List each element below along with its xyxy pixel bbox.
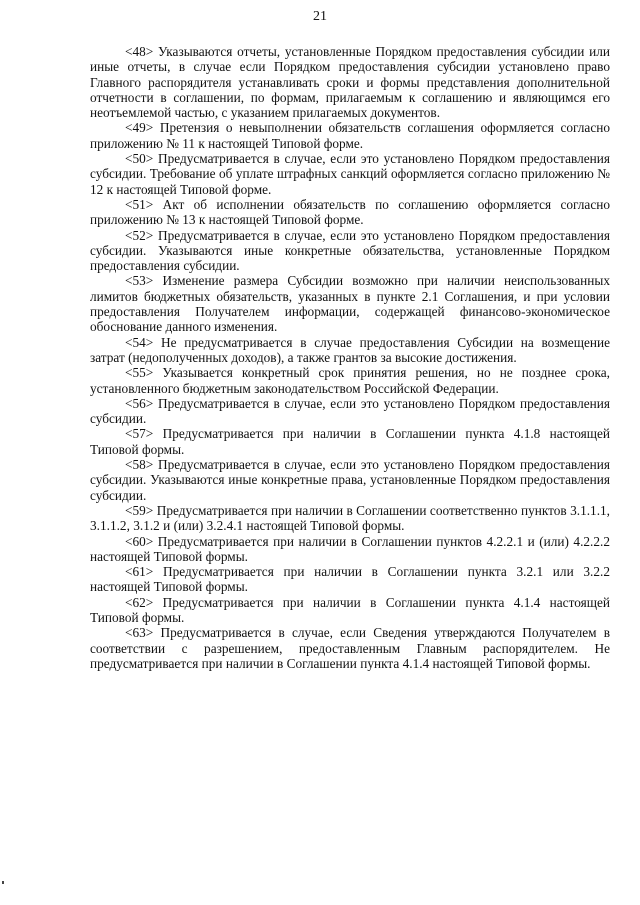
footnote-55: <55> Указывается конкретный срок принятия решения, но не позднее срока, установленного бюджетным законодательством Российской Федерации. bbox=[90, 365, 610, 396]
footnote-62: <62> Предусматривается при наличии в Соглашении пункта 4.1.4 настоящей Типовой формы. bbox=[90, 594, 610, 625]
footnote-59: <59> Предусматривается при наличии в Соглашении соответственно пунктов 3.1.1.1, 3.1.1.2, 3.1.2 и (или) 3.2.4.1 настоящей Типовой формы. bbox=[90, 502, 610, 534]
footnotes-block bbox=[90, 44, 610, 671]
footnote-63: <63> Предусматривается в случае, если Сведения утверждаются Получателем в соответствии с разрешением, предоставленным Главным распорядителем. Не предусматривается при наличии в Соглашении пункта 4.1.4 настоящей Типовой формы. bbox=[90, 625, 610, 671]
page-number: 21 bbox=[313, 9, 327, 24]
footnote-49: <49> Претензия о невыполнении обязательств соглашения оформляется согласно приложению № 11 к настоящей Типовой форме. bbox=[90, 120, 610, 151]
footnote-50: <50> Предусматривается в случае, если это установлено Порядком предоставления субсидии. Требование об уплате штрафных санкций оформляется согласно приложению № 12 к настоящей Типовой форме. bbox=[90, 151, 610, 197]
footnote-60: <60> Предусматривается при наличии в Соглашении пунктов 4.2.2.1 и (или) 4.2.2.2 настоящей Типовой формы. bbox=[90, 533, 610, 564]
scan-mark bbox=[2, 881, 4, 884]
footnote-53: <53> Изменение размера Субсидии возможно при наличии неиспользованных лимитов бюджетных обязательств, указанных в пункте 2.1 Соглашения, и при условии предоставления Получателем информации, содержащей финансово-экономическое обоснование данного изменения. bbox=[90, 273, 610, 335]
footnote-56: <56> Предусматривается в случае, если это установлено Порядком предоставления субсидии. bbox=[90, 395, 610, 427]
footnote-57: <57> Предусматривается при наличии в Соглашении пункта 4.1.8 настоящей Типовой формы. bbox=[90, 426, 610, 457]
footnote-52: <52> Предусматривается в случае, если это установлено Порядком предоставления субсидии. Указываются иные конкретные обязательства, установленные Порядком предоставления субсидии. bbox=[90, 227, 610, 274]
footnote-58: <58> Предусматривается в случае, если это установлено Порядком предоставления субсидии. Указываются иные конкретные права, установленные Порядком предоставления субсидии. bbox=[90, 457, 610, 503]
footnote-51: <51> Акт об исполнении обязательств по соглашению оформляется согласно приложению № 13 к настоящей Типовой форме. bbox=[90, 196, 610, 228]
footnote-48: <48> Указываются отчеты, установленные Порядком предоставления субсидии или иные отчеты, в случае если Порядком предоставления субсидии установлено право Главного распорядителя устанавливать сроки и формы представления дополнительной отчетности в соглашении, по формам, прилагаемым к соглашению и являющимся его неотъемлемой частью, с указанием прилагаемых документов. bbox=[90, 44, 610, 121]
footnote-61: <61> Предусматривается при наличии в Соглашении пункта 3.2.1 или 3.2.2 настоящей Типовой формы. bbox=[90, 564, 610, 595]
footnote-54: <54> Не предусматривается в случае предоставления Субсидии на возмещение затрат (недополученных доходов), а также грантов за высокие достижения. bbox=[90, 334, 610, 365]
